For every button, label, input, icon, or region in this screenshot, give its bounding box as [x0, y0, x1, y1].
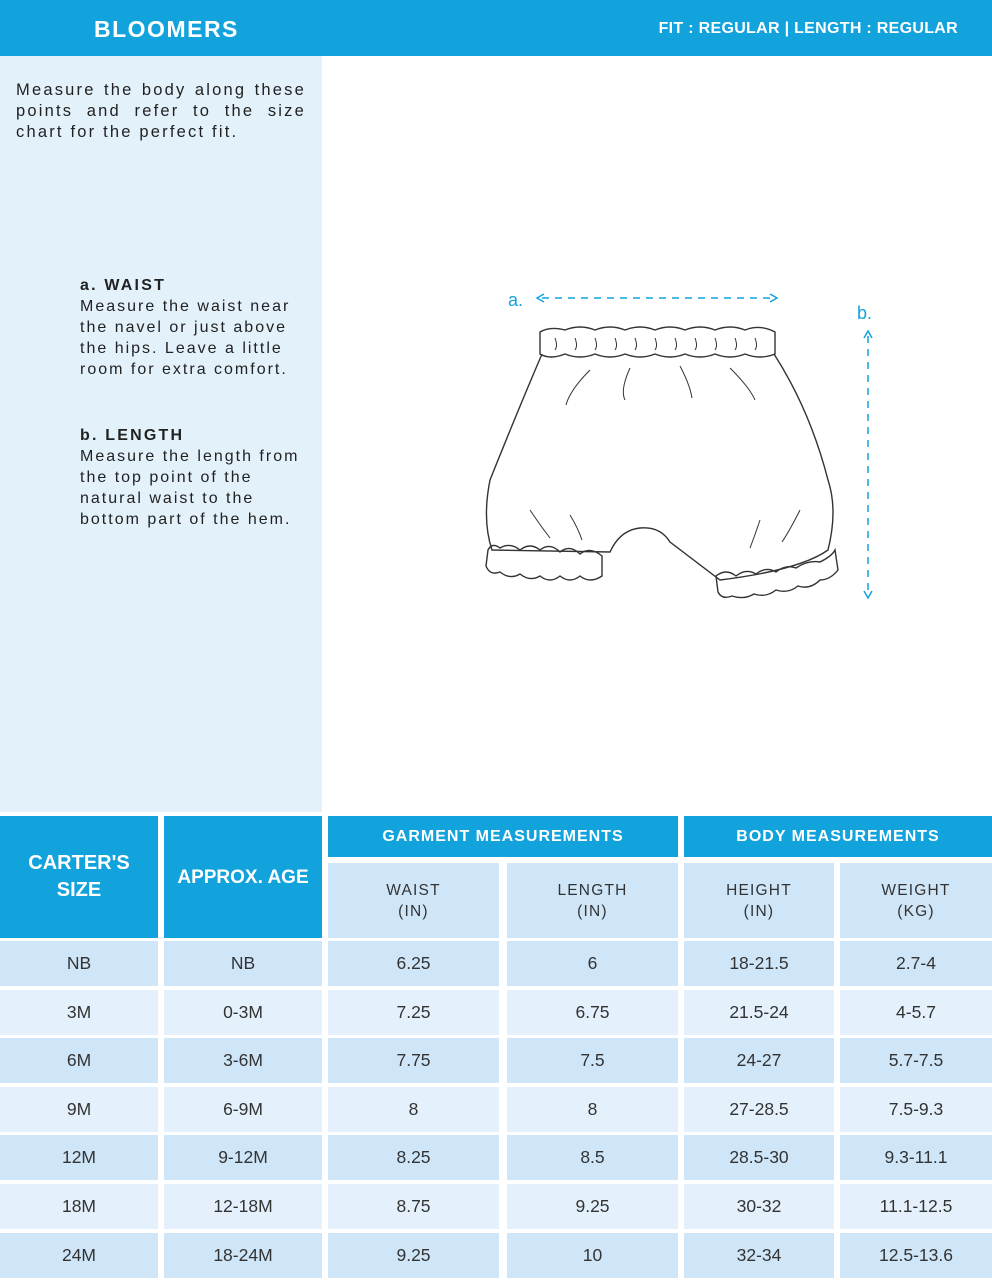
table-cell: 28.5-30: [684, 1135, 834, 1180]
bloomers-diagram: [470, 280, 890, 610]
table-cell: 6.25: [328, 941, 499, 986]
table-cell: 8: [328, 1087, 499, 1132]
table-cell: 6: [507, 941, 678, 986]
table-cell: 8: [507, 1087, 678, 1132]
table-cell: 9.25: [507, 1184, 678, 1229]
table-cell: 30-32: [684, 1184, 834, 1229]
col-header-age-label: APPROX. AGE: [177, 866, 309, 888]
group-header-body: [684, 816, 992, 857]
sub-header-height: [684, 863, 834, 938]
group-header-body-label: BODY MEASUREMENTS: [736, 827, 940, 845]
table-cell: 9M: [0, 1087, 158, 1132]
sub-header-name: LENGTH: [557, 881, 628, 899]
table-cell: NB: [0, 941, 158, 986]
group-header-garment-label: GARMENT MEASUREMENTS: [382, 827, 624, 845]
table-cell: 24-27: [684, 1038, 834, 1083]
sub-header-unit: (IN): [743, 902, 775, 920]
col-header-size-label: CARTER'S SIZE: [28, 852, 130, 901]
table-cell: 11.1-12.5: [840, 1184, 992, 1229]
table-cell: 7.25: [328, 990, 499, 1035]
sub-header-unit: (IN): [398, 902, 429, 920]
table-cell: 6.75: [507, 990, 678, 1035]
col-header-age: [164, 816, 322, 938]
table-cell: 0-3M: [164, 990, 322, 1035]
sub-header-waist: [328, 863, 499, 938]
arrow-right-icon: [770, 294, 777, 302]
sub-header-name: HEIGHT: [726, 881, 792, 899]
table-cell: 3-6M: [164, 1038, 322, 1083]
arrow-down-icon: [864, 591, 872, 598]
instruction-text: Measure the length from the top point of the natural waist to the bottom part of the hem.: [80, 448, 300, 528]
table-cell: 10: [507, 1233, 678, 1278]
page-title: BLOOMERS: [94, 16, 239, 42]
col-header-size: [0, 816, 158, 938]
table-cell: 6M: [0, 1038, 158, 1083]
table-cell: 3M: [0, 990, 158, 1035]
label-a: a.: [508, 290, 524, 310]
instruction-waist: [80, 275, 312, 380]
table-cell: 2.7-4: [840, 941, 992, 986]
table-cell: 27-28.5: [684, 1087, 834, 1132]
instruction-text: Measure the waist near the navel or just above the hips. Leave a little room for extra comfort.: [80, 298, 291, 378]
table-cell: 4-5.7: [840, 990, 992, 1035]
fit-info: FIT : REGULAR | LENGTH : REGULAR: [658, 20, 958, 37]
sub-header-unit: (IN): [577, 902, 608, 920]
table-cell: NB: [164, 941, 322, 986]
group-header-garment: [328, 816, 678, 857]
header-bar: [0, 0, 992, 56]
table-cell: 7.5-9.3: [840, 1087, 992, 1132]
table-cell: 18-21.5: [684, 941, 834, 986]
table-cell: 32-34: [684, 1233, 834, 1278]
table-cell: 12.5-13.6: [840, 1233, 992, 1278]
table-cell: 7.5: [507, 1038, 678, 1083]
table-cell: 18-24M: [164, 1233, 322, 1278]
sub-header-length: [507, 863, 678, 938]
table-cell: 12-18M: [164, 1184, 322, 1229]
table-cell: 7.75: [328, 1038, 499, 1083]
garment-outline: [486, 327, 838, 598]
instruction-heading: b. LENGTH: [80, 427, 185, 444]
instruction-heading: a. WAIST: [80, 277, 167, 294]
table-cell: 9.3-11.1: [840, 1135, 992, 1180]
sub-header-weight: [840, 863, 992, 938]
bloomers-illustration: [470, 280, 890, 610]
table-cell: 8.5: [507, 1135, 678, 1180]
table-cell: 18M: [0, 1184, 158, 1229]
table-cell: 9.25: [328, 1233, 499, 1278]
table-cell: 24M: [0, 1233, 158, 1278]
table-cell: 21.5-24: [684, 990, 834, 1035]
sub-header-unit: (KG): [897, 902, 935, 920]
label-b: b.: [857, 303, 873, 323]
instruction-length: [80, 425, 312, 530]
sub-header-name: WAIST: [386, 881, 441, 899]
table-cell: 5.7-7.5: [840, 1038, 992, 1083]
sub-header-name: WEIGHT: [881, 881, 951, 899]
table-cell: 9-12M: [164, 1135, 322, 1180]
table-cell: 12M: [0, 1135, 158, 1180]
intro-text: Measure the body along these points and refer to the size chart for the perfect fit.: [16, 81, 306, 141]
table-cell: 8.25: [328, 1135, 499, 1180]
table-cell: 8.75: [328, 1184, 499, 1229]
table-cell: 6-9M: [164, 1087, 322, 1132]
